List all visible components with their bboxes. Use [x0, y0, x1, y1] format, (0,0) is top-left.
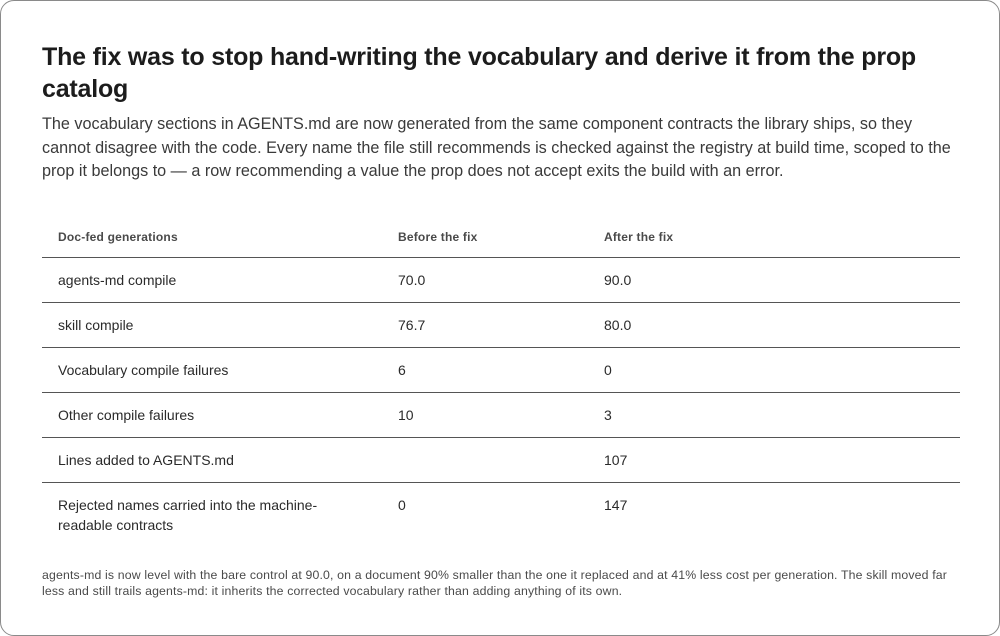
table-row — [42, 347, 960, 392]
card-content — [42, 41, 960, 599]
table-row — [42, 392, 960, 437]
row-label: skill compile — [42, 302, 382, 347]
row-label: Vocabulary compile failures — [42, 347, 382, 392]
table-header-row — [42, 217, 960, 258]
before-value: 0 — [398, 496, 406, 513]
before-value: 10 — [382, 392, 588, 437]
before-value: 6 — [382, 347, 588, 392]
after-value: 107 — [588, 437, 960, 482]
page-title: The fix was to stop hand-writing the vocabulary and derive it from the prop catalog — [42, 43, 916, 103]
row-label: Lines added to AGENTS.md — [42, 437, 382, 482]
before-value — [382, 437, 588, 482]
table-row — [42, 257, 960, 302]
column-header-before: Before the fix — [382, 217, 588, 258]
intro-paragraph: The vocabulary sections in AGENTS.md are now generated from the same component contracts the library ships, so they cannot disagree with the code. Every name the file still recommends is checked against the registry at build time, scoped to the prop it belongs to — a row recommending a value the prop does not accept exits the build with an error. — [42, 115, 951, 180]
after-value: 147 — [604, 496, 628, 513]
row-label: Other compile failures — [42, 392, 382, 437]
row-label: agents-md compile — [42, 257, 382, 302]
column-header-after: After the fix — [588, 217, 960, 258]
results-table — [42, 217, 960, 543]
table-row — [42, 302, 960, 347]
table-row — [42, 482, 960, 543]
column-header-generations: Doc-fed generations — [42, 217, 382, 258]
after-value: 3 — [588, 392, 960, 437]
row-label: Rejected names carried into the machine-readable contracts — [58, 496, 318, 533]
after-value: 90.0 — [588, 257, 960, 302]
before-value: 76.7 — [382, 302, 588, 347]
table-row — [42, 437, 960, 482]
before-value: 70.0 — [382, 257, 588, 302]
footnote: agents-md is now level with the bare control at 90.0, on a document 90% smaller than the one it replaced and at 41% less cost per generation. The skill moved far less and still trails agents-md: it inherits the corrected vocabulary rather than adding anything of its own. — [42, 567, 948, 598]
after-value: 80.0 — [588, 302, 960, 347]
after-value: 0 — [588, 347, 960, 392]
